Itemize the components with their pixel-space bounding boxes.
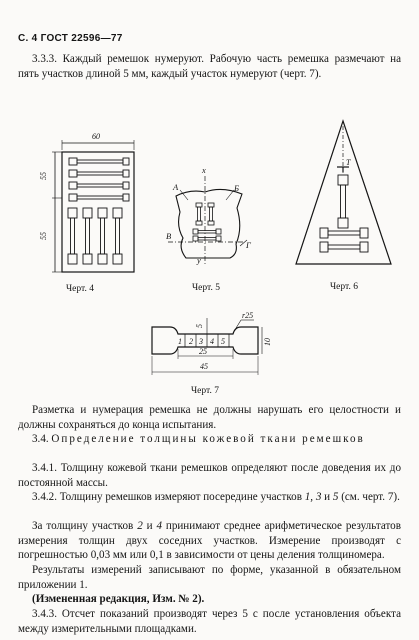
fig7-dim-5: 5 bbox=[195, 324, 204, 328]
section-title: Определение толщины кожевой ткани ремешков bbox=[51, 433, 365, 445]
fig7-dim-25: 25 bbox=[199, 347, 207, 356]
paragraph-3-4 bbox=[18, 432, 401, 447]
figure-6 bbox=[296, 121, 391, 264]
fig7-radius: r25 bbox=[242, 311, 254, 320]
paragraph-results: Результаты измерений записывают по форме, указанной в обязательном приложении 1. bbox=[18, 564, 401, 591]
fig7-dim-45: 45 bbox=[200, 362, 208, 371]
caption-fig5: Черт. 5 bbox=[192, 283, 220, 293]
p342-text-and: и bbox=[324, 491, 331, 503]
figure-4 bbox=[39, 132, 134, 272]
page-header: С. 4 ГОСТ 22596—77 bbox=[18, 33, 123, 44]
p5-text-1: За толщину участков bbox=[32, 520, 134, 532]
p342-text-1: 3.4.2. Толщину ремешков измеряют посередине участков bbox=[32, 491, 302, 503]
fig4-dim-h1: 55 bbox=[39, 172, 48, 180]
paragraph-marking: Разметка и нумерация ремешка не должны нарушать его целостности и должны сохраняться до конца испытания. bbox=[18, 404, 401, 431]
fig5-label-b: Б bbox=[234, 183, 240, 193]
fig7-section-4: 4 bbox=[210, 337, 214, 346]
p342-text-2: (см. черт. 7). bbox=[341, 491, 400, 503]
fig5-label-g: Г bbox=[246, 240, 251, 250]
fig7-section-3: 3 bbox=[199, 337, 203, 346]
paragraph-3-3-3: 3.3.3. Каждый ремешок нумеруют. Рабочую часть ремешка размечают на пять участков длиной 5 мм, каждый участок нумеруют (черт. 7). bbox=[18, 53, 401, 80]
fig7-section-1: 1 bbox=[178, 337, 182, 346]
fig7-section-5: 5 bbox=[221, 337, 225, 346]
fig5-label-v: В bbox=[166, 231, 172, 241]
figure-7 bbox=[152, 311, 272, 375]
p5-text-2: принимают среднее арифметическое результатов измерения толщин двух соседних участков. Измерение производят с погрешностью 0,03 мм или 0,1 в зависимости от цены деления толщиномера. bbox=[18, 520, 401, 561]
caption-fig7: Черт. 7 bbox=[191, 386, 219, 396]
fig6-label-t: Т bbox=[346, 158, 351, 167]
fig7-dim-10: 10 bbox=[263, 338, 272, 346]
p5-section-2: 2 bbox=[137, 520, 143, 532]
fig4-dim-h2: 55 bbox=[39, 232, 48, 240]
caption-fig6: Черт. 6 bbox=[330, 282, 358, 292]
p5-text-and: и bbox=[146, 520, 153, 532]
fig5-label-a: А bbox=[173, 182, 179, 192]
p5-section-4: 4 bbox=[156, 520, 162, 532]
paragraph-3-4-1: 3.4.1. Толщину кожевой ткани ремешков определяют после доведения их до постоянной массы. bbox=[18, 462, 401, 489]
paragraph-3-4-3: 3.4.3. Отсчет показаний производят через 5 с после установления объекта между измерительными площадками. bbox=[18, 608, 401, 635]
fig5-label-y: y bbox=[197, 255, 201, 265]
section-number: 3.4. bbox=[32, 433, 49, 445]
amendment-note: (Измененная редакция, Изм. № 2). bbox=[32, 593, 205, 605]
figure-5 bbox=[166, 165, 252, 265]
paragraph-thickness-2-4 bbox=[18, 519, 401, 563]
p342-sections-1-3: 1, 3 bbox=[304, 491, 322, 503]
p342-section-5: 5 bbox=[332, 491, 339, 503]
fig4-dim-width: 60 bbox=[92, 132, 100, 141]
paragraph-3-4-2 bbox=[18, 490, 401, 505]
caption-fig4: Черт. 4 bbox=[66, 284, 94, 294]
fig5-label-x: x bbox=[202, 165, 206, 175]
fig7-section-2: 2 bbox=[189, 337, 193, 346]
